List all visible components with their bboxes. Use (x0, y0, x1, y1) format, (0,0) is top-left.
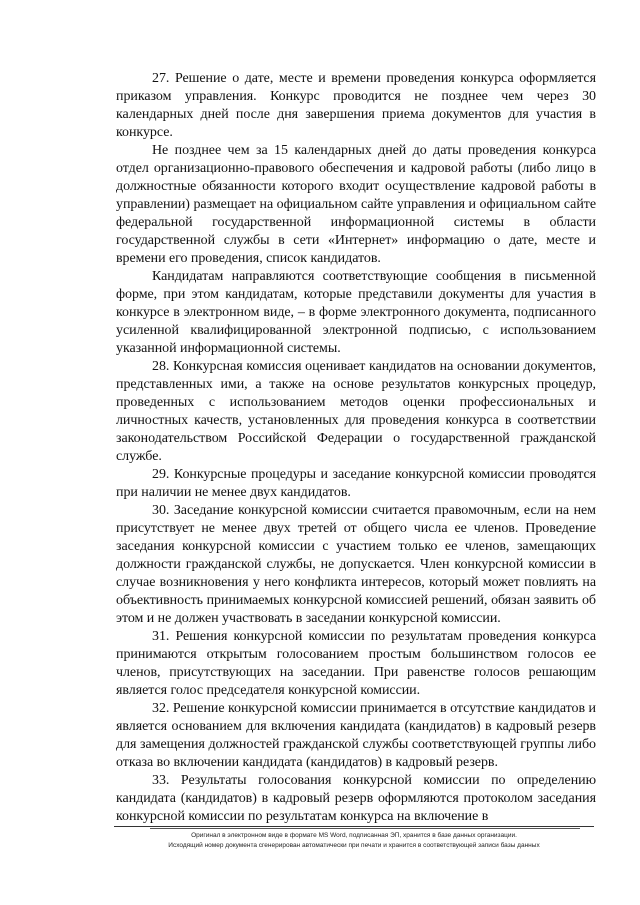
document-body (116, 70, 596, 826)
paragraph-27: 27. Решение о дате, месте и времени проведения конкурса оформляется приказом управления. Конкурс проводится не позднее чем через 30 календарных дней после дня завершения приема документов для участия в конкурсе. (116, 71, 596, 140)
footer-divider (114, 826, 594, 827)
paragraph-27-publication: Не позднее чем за 15 календарных дней до даты проведения конкурса отдел организационно-правового обеспечения и кадровой работы (либо лицо в должностные обязанности которого входит осуществление кадровой работы в управлении) размещает на официальном сайте управления и официальном сайте федеральной государственной информационной системы в области государственной службы в сети «Интернет» информацию о дате, месте и времени его проведения, список кандидатов. (116, 143, 596, 266)
paragraph-33: 33. Результаты голосования конкурсной комиссии по определению кандидата (кандидатов) в кадровый резерв оформляются протоколом заседания конкурсной комиссии по результатам конкурса на включение в (116, 773, 596, 824)
paragraph-31: 31. Решения конкурсной комиссии по результатам проведения конкурса принимаются открытым голосованием простым большинством голосов ее членов, присутствующих на заседании. При равенстве голосов решающим является голос председателя конкурсной комиссии. (116, 629, 596, 698)
footer-note-number: Исходящий номер документа сгенерирован автоматически при печати и хранится в соответствующей записи базы данных (168, 842, 540, 849)
footer-note-original: Оригинал в электронном виде в формате MS Word, подписанная ЭП, хранится в базе данных организации. (191, 832, 517, 839)
footer-divider-secondary (150, 828, 580, 829)
paragraph-32: 32. Решение конкурсной комиссии принимается в отсутствие кандидатов и является основанием для включения кандидата (кандидатов) в кадровый резерв для замещения должностей гражданской службы соответствующей группы либо отказа во включении кандидата (кандидатов) в кадровый резерв. (116, 701, 596, 770)
paragraph-30: 30. Заседание конкурсной комиссии считается правомочным, если на нем присутствует не менее двух третей от общего числа ее членов. Проведение заседания конкурсной комиссии с участием только ее членов, замещающих должности гражданской службы, не допускается. Член конкурсной комиссии в случае возникновения у него конфликта интересов, который может повлиять на объективность принимаемых конкурсной комиссией решений, обязан заявить об этом и не должен участвовать в заседании конкурсной комиссии. (116, 503, 596, 626)
paragraph-28: 28. Конкурсная комиссия оценивает кандидатов на основании документов, представленных ими, а также на основе результатов конкурсных процедур, проведенных с использованием методов оценки профессиональных и личностных качеств, установленных для проведения конкурса в соответствии законодательством Российской Федерации о государственной гражданской службе. (116, 359, 596, 464)
paragraph-27-notification: Кандидатам направляются соответствующие сообщения в письменной форме, при этом кандидатам, которые представили документы для участия в конкурсе в электронном виде, – в форме электронного документа, подписанного усиленной квалифицированной электронной подписью, с использованием указанной информационной системы. (116, 269, 596, 356)
paragraph-29: 29. Конкурсные процедуры и заседание конкурсной комиссии проводятся при наличии не менее двух кандидатов. (116, 467, 596, 500)
